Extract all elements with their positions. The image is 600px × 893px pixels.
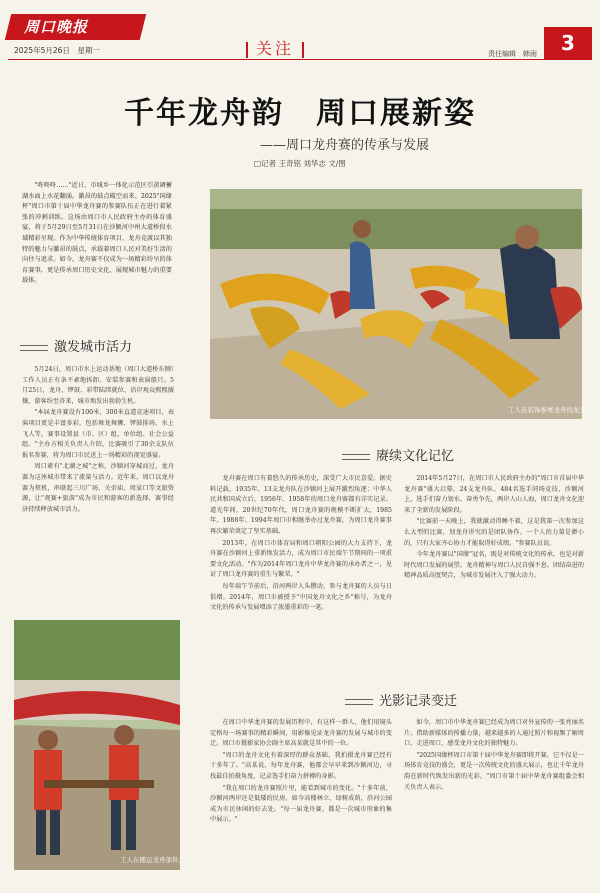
page-number: 3 [544,27,592,59]
paragraph: 龙舟赛在周口有着悠久的传承历史，深受广大市民喜爱。据史料记载，1935年、13支龙舟队在沙颍河上展开激烈角逐；中华人民共和国成立后，1956年、1958年的周口龙舟赛都有详实记录。道光年间，20世纪70年代，周口龙舟赛的规模不断扩大，1985年、1988年、1994年周口市相继举办过龙舟赛，为周口龙舟赛事再次繁荣奠定了坚实基础。 [210,475,392,535]
section-1-body [22,365,174,516]
section-title-text: 激发城市活力 [54,340,133,355]
section-title-2 [342,445,454,464]
paragraph: 2013年，在周口市体育局和周口朝阳公园的大力支持下，龙舟赛在沙颍河上重新焕发活力，成为周口市民端午节期间的一项重要文化活动。"作为2014年周口龙舟中华龙舟赛的承办者之一，见证了周口龙舟赛的重生与繁荣。" [210,539,392,579]
lead-text: "咚咚咚……"近日，市城乡一体化示范区引黄调蓄湖水面上水花翻涌，激昂的鼓点破空而来。2025"国缘杯"周口市第十届中华龙舟赛的参赛队伍正在进行着紧张的冲刺训练。这场由周口市人民政府主办的体育盛宴，将于5月29日至5月31日在沙颍河中州大道桥段水域精彩呈现。作为中华传统体育项目，龙舟竞渡以其独特的魅力与激昂的鼓点，承载着周口人民对美好生活的向往与追求。如今，龙舟赛不仅成为一场精彩纷呈的体育赛事，更是传承周口历史文化、展现城市魅力的重要载体。 [22,182,172,285]
workers-carrying-photo [14,620,180,870]
dragon-boat-heads-photo [210,189,582,419]
section-name: 关注 [256,39,295,58]
subheadline: ——周口龙舟赛的传承与发展 [260,138,430,153]
paragraph: 周口素有"北湖之城"之称，沙颍河穿城而过，龙舟赛为这座城市带来了流量与活力。近年来，周口以龙舟赛为契机，串联起三川广场、关帝庙、周家口等文旅资源，让"观赛+旅游"成为市民和游客的新选择，赛事经济持续释放城市活力。 [22,463,174,513]
section-title-1 [20,336,132,355]
paragraph: 今年龙舟赛以"国缘"冠名，既是对传统文化的传承，也是对新时代周口发展的展望。龙舟精神与周口人民自强不息、团结奋进的精神品质高度契合，为城市发展注入了强大动力。 [404,551,584,580]
paragraph: "比赛前一天晚上，我就激动得睡不着，这是我第一次参加这么大型的比赛，划龙舟讲究的是团队协作，一个人的力量是渺小的，只有大家齐心协力才能取得好成绩。"参赛队员说。 [404,518,584,547]
header-rule [8,59,592,60]
section-title-3 [345,690,457,709]
section-title-text: 赓续文化记忆 [376,449,455,464]
paragraph: "我在周口的龙舟赛照片里，能看到城市的变化。"十多年前，沙颍河两岸还是低矮的民房，如今高楼林立、绿树成荫，沿河公园成为市民休闲的好去处。"每一届龙舟赛，都是一次城市形象的集中展示。" [210,784,392,824]
newspaper-logo: 周口晚报 [24,18,89,36]
byline: □记者 王奇铭 刘华志 文/图 [254,159,346,168]
section-title-text: 光影记录变迁 [379,694,458,709]
section-2-body-right [404,474,584,583]
paragraph: 在周口中华龙舟赛的发展历程中，有这样一群人，他们用镜头定格每一场赛事的精彩瞬间，用影像见证龙舟赛的发展与城市的变迁。周口市摄影家协会副主席高某就是其中的一位。 [210,719,392,748]
paragraph: 5月24日，周口市水上运动基地（周口大道桥东侧）工作人员正有条不紊地拆卸、安装参赛和表演船只。5月25日，龙舟、锣鼓、彩带陆续就位，沿岸观众熙熙攘攘，游客纷至沓来，城市焕发出勃勃生机。 [22,366,174,405]
title-ornament [342,454,370,460]
title-ornament [345,699,373,705]
divider [246,42,248,58]
section-3-body-right [404,718,584,794]
paragraph: "周口的龙舟文化有着深厚的群众基础，我拍摄龙舟赛已经有十多年了。"高某说，每年龙舟赛，他都会早早来到沙颍河边，寻找最佳拍摄角度，记录选手们奋力拼搏的身影。 [210,751,392,780]
title-ornament [20,345,48,351]
paragraph: "本届龙舟赛设有100米、300米直道竞速项目，表演项目更是丰富多彩，包括舞龙舞狮、锣鼓排场、水上飞人等，赛事设置县（市、区）组、单位组、社会公益组。"主办方相关负责人介绍，比赛吸引了30余支队伍报名参赛，将为周口市民送上一场精彩的视觉盛宴。 [22,409,174,459]
lead-paragraph [22,181,172,288]
headline: 千年龙舟韵 周口展新姿 [124,96,476,131]
paragraph: 2014年5月27日，在周口市人民政府主办的"周口市首届中华龙舟赛"盛大启幕，24支龙舟队、484名选手同场竞技，沙颍河上，选手们奋力划水、奋勇争先，两岸人山人海，周口龙舟文化迎来了全新的发展阶段。 [404,475,584,514]
photo-caption: 工人在搬运龙舟部件。 [120,856,185,864]
divider [302,42,304,58]
paragraph: 如今，周口市中华龙舟赛已经成为周口对外宣传的一张亮丽名片。借助新媒体的传播力量，越来越多的人通过照片和视频了解周口、走进周口，感受龙舟文化的独特魅力。 [404,719,584,748]
paragraph: 每年端午节前后，沿河两岸人头攒动，参与龙舟赛的人员与日俱增。2014年，周口市被授予"中国龙舟文化之乡"称号，为龙舟文化的传承与发展增添了浓墨重彩的一笔。 [210,582,392,612]
section-3-body-left [210,718,392,827]
paragraph: "2025国缘杯周口市第十届中华龙舟赛即将开赛，它不仅是一场体育竞技的盛会，更是一次传统文化的盛大展示，也让千年龙舟韵在新时代焕发出新的光彩。"周口市第十届中华龙舟赛组委会相关负责人表示。 [404,751,584,791]
photo-caption: 工人在装饰参赛龙舟的龙头。 [508,406,593,414]
section-label [238,36,312,59]
issue-date: 2025年5月26日 星期一 [14,46,100,55]
section-2-body-left [210,474,392,615]
editor-credit: 责任编辑 韩雨 [488,50,537,58]
